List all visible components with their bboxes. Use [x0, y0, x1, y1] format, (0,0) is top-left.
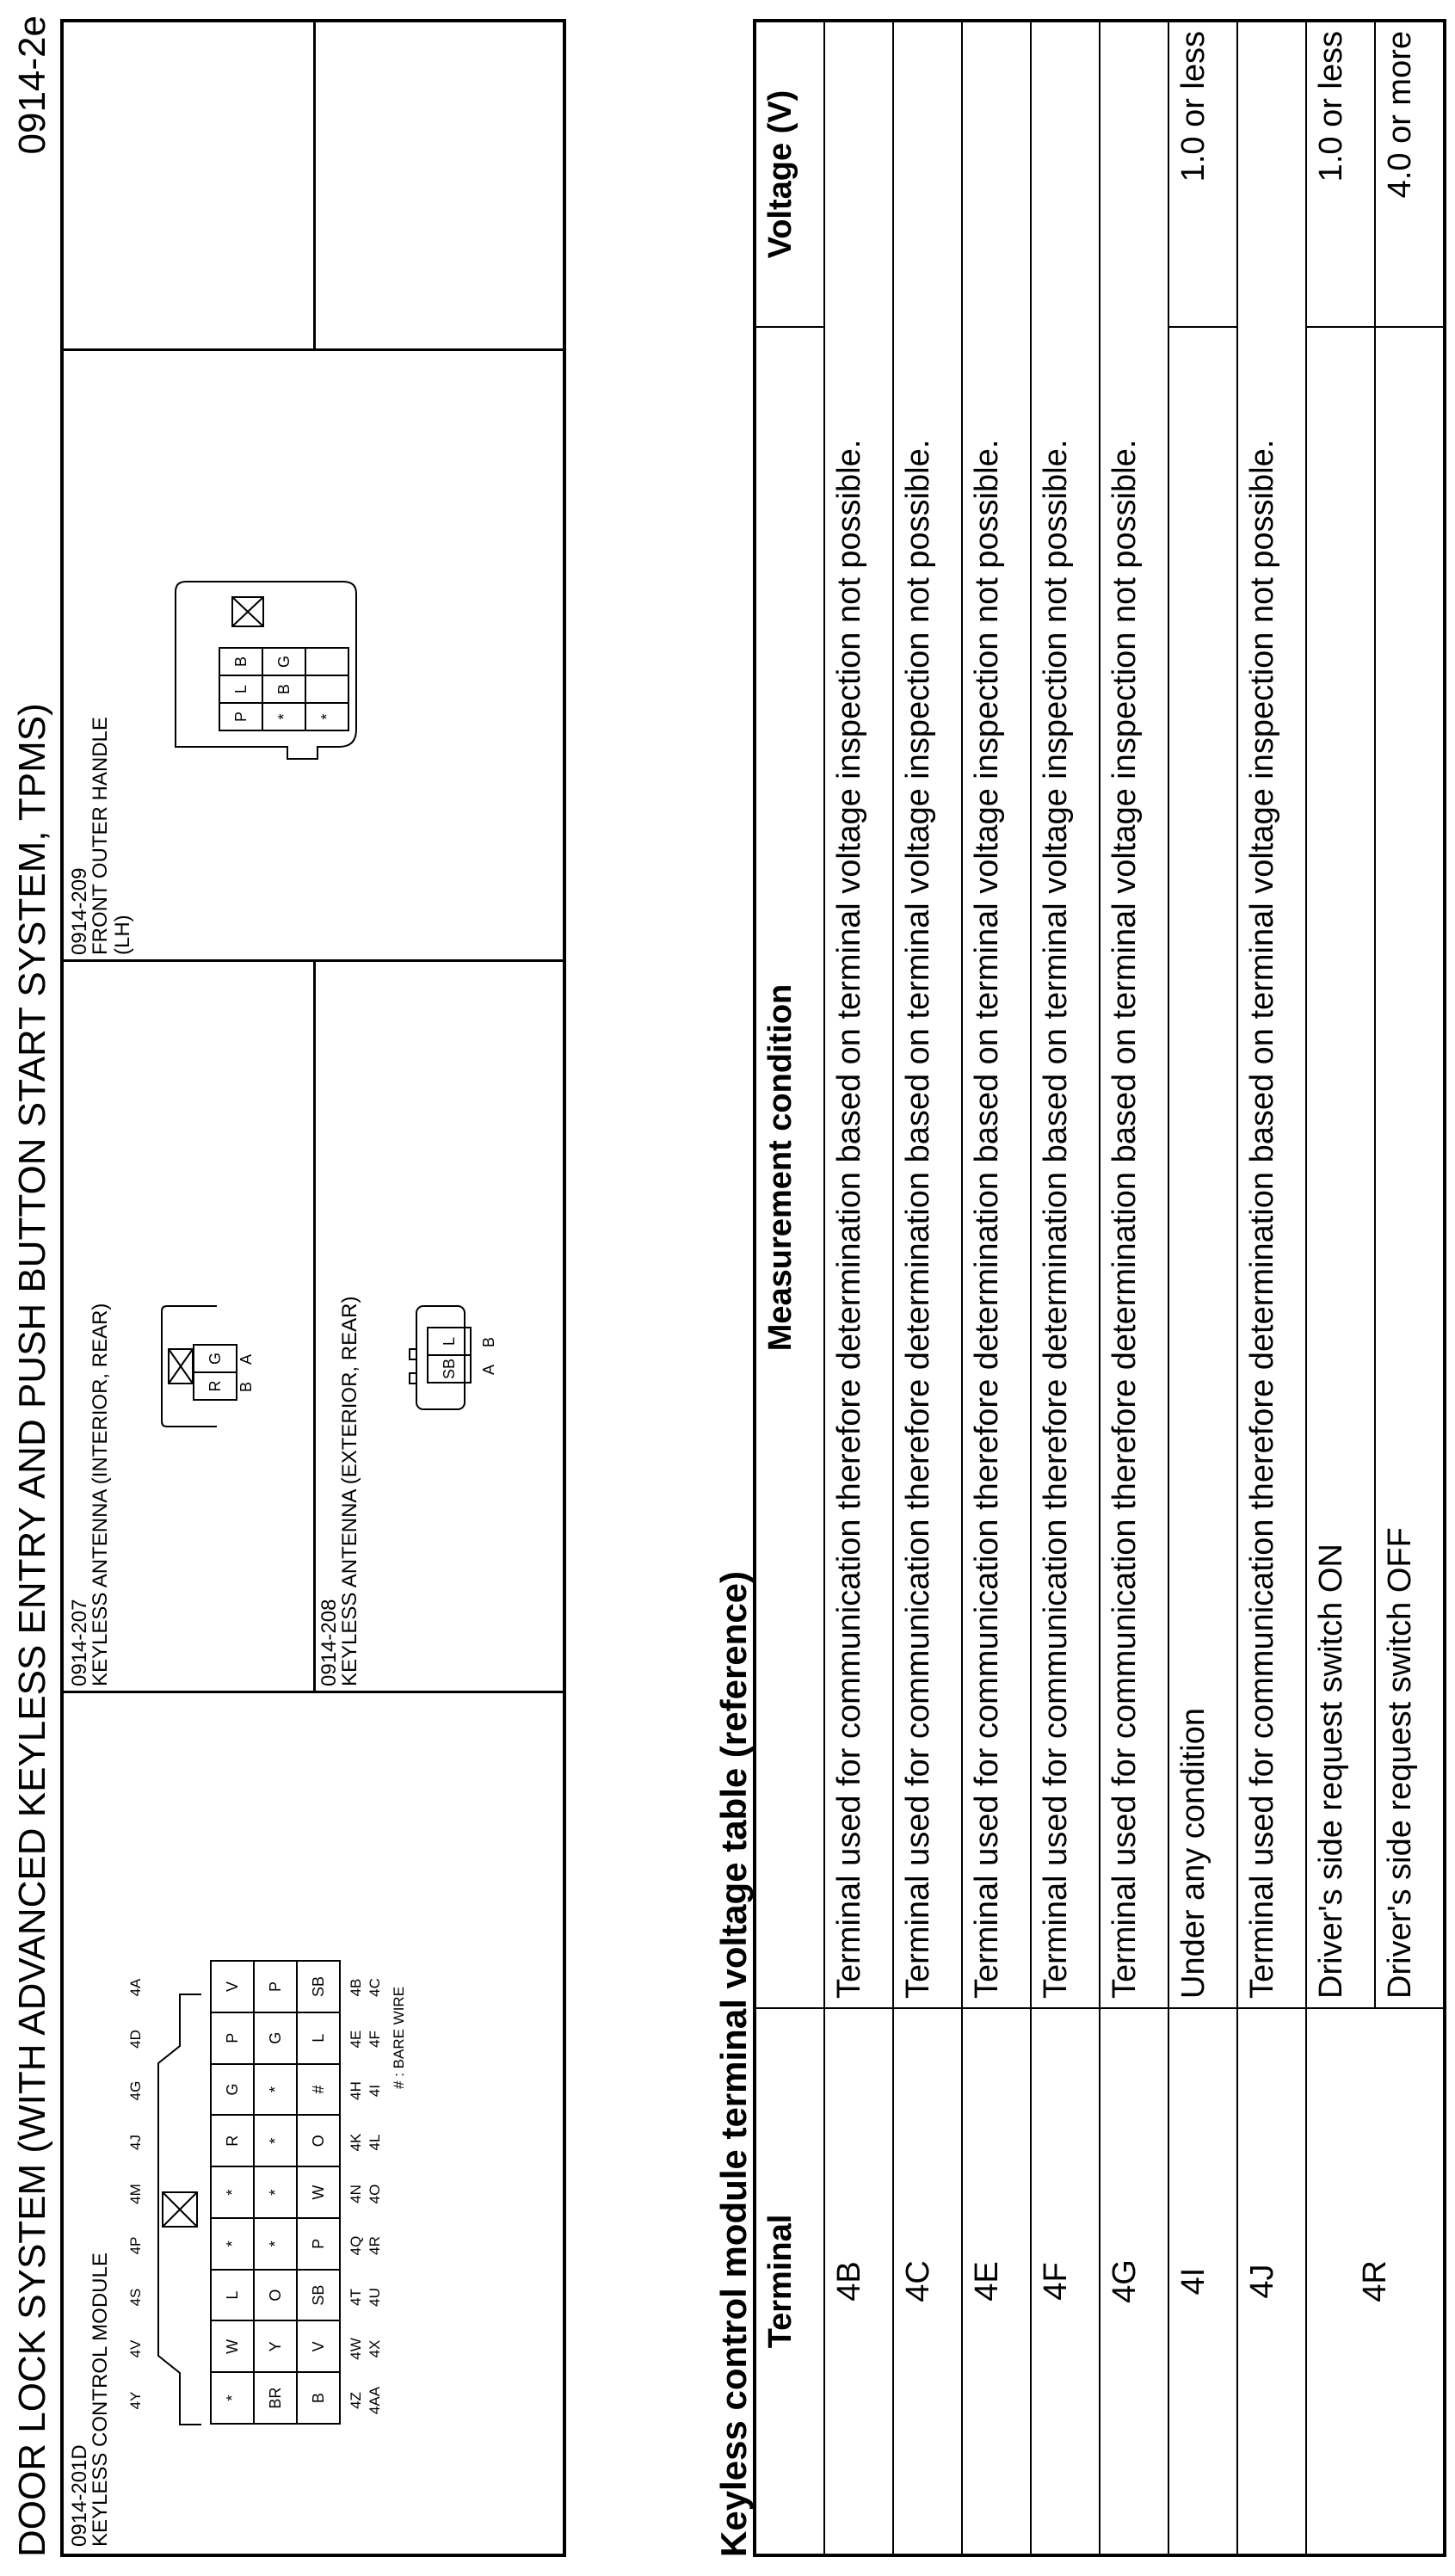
pin-cell: #: [297, 2064, 340, 2116]
voltage-cell: 1.0 or less: [1168, 21, 1237, 327]
pin-cell: P: [219, 703, 262, 730]
keyless-control-module-connector: [124, 1969, 416, 2450]
pin-grid: [210, 1960, 341, 2425]
pin-row: [254, 1961, 297, 2424]
pin-label: 4Y: [127, 2391, 144, 2410]
connector-code: 0914-208: [318, 1599, 341, 1686]
pin-cell: *: [211, 2166, 254, 2218]
pin-cell: O: [297, 2115, 340, 2166]
pin-cell: *: [254, 2064, 297, 2116]
condition-cell: Driver's side request switch ON: [1306, 327, 1375, 2008]
pin-cell: BR: [254, 2372, 297, 2424]
pin-label: B: [480, 1336, 497, 1347]
pin-label: 4AA: [367, 2386, 383, 2415]
page-number: 0914-2e: [11, 15, 53, 155]
pin-cell: V: [297, 2320, 340, 2372]
pin-label: 4F: [367, 2031, 383, 2048]
table-row: [1237, 21, 1306, 2555]
pin-grid: [427, 1327, 472, 1384]
pin-cell: SB: [428, 1355, 471, 1383]
voltage-table: [753, 19, 1446, 2557]
pin-cell: L: [297, 2012, 340, 2064]
pin-cell: *: [254, 2218, 297, 2270]
condition-cell: Terminal used for communication therefore determination based on terminal voltage inspection not possible.: [1237, 21, 1306, 2008]
pin-label: 4G: [127, 2080, 144, 2101]
bare-wire-symbol: #: [391, 2080, 407, 2089]
connector-code: 0914-201D: [68, 2444, 91, 2547]
pin-cell: W: [297, 2166, 340, 2218]
connector-name: KEYLESS CONTROL MODULE: [89, 2252, 112, 2547]
pin-cell: *: [305, 703, 348, 730]
pin-label: 4J: [127, 2135, 144, 2150]
pin-label: 4Q: [348, 2235, 364, 2256]
pin-label: 4B: [348, 1978, 364, 1997]
pin-cell-empty: [305, 648, 348, 675]
connector-name: KEYLESS ANTENNA (EXTERIOR, REAR): [338, 1296, 361, 1686]
table-header-row: [755, 21, 824, 2555]
header-measurement-condition: Measurement condition: [755, 327, 824, 2008]
pin-label: 4D: [127, 2030, 144, 2049]
pin-cell: B: [297, 2372, 340, 2424]
pin-row: [297, 1961, 340, 2424]
pin-label: 4A: [127, 1978, 144, 1997]
terminal-cell: 4B: [824, 2008, 893, 2555]
pin-label: 4Z: [348, 2392, 364, 2409]
pin-grid: [193, 1344, 237, 1401]
pin-label: 4M: [127, 2184, 144, 2204]
pin-cell: O: [254, 2270, 297, 2321]
pin-label: 4K: [348, 2133, 364, 2152]
table-row: [1168, 21, 1237, 2555]
header-terminal: Terminal: [755, 2008, 824, 2555]
terminal-cell: 4J: [1237, 2008, 1306, 2555]
pin-cell: G: [254, 2012, 297, 2064]
page-title: DOOR LOCK SYSTEM (WITH ADVANCED KEYLESS ENTRY AND PUSH BUTTON START SYSTEM, TPMS): [11, 703, 53, 2557]
table-row: [893, 21, 962, 2555]
connector-frame: [60, 19, 566, 2557]
pin-cell: *: [254, 2166, 297, 2218]
pin-cell: L: [219, 675, 262, 703]
pin-label: 4U: [367, 2288, 383, 2307]
condition-cell: Terminal used for communication therefore determination based on terminal voltage inspection not possible.: [1031, 21, 1100, 2008]
terminal-cell: 4R: [1306, 2008, 1445, 2555]
connector-name: KEYLESS ANTENNA (INTERIOR, REAR): [89, 1303, 112, 1686]
pin-cell: G: [211, 2064, 254, 2116]
connector-code: 0914-207: [68, 1599, 91, 1686]
terminal-cell: 4E: [962, 2008, 1031, 2555]
pin-label: 4T: [348, 2289, 364, 2306]
terminal-cell: 4F: [1031, 2008, 1100, 2555]
pin-cell-empty: [305, 675, 348, 703]
condition-cell: Terminal used for communication therefore determination based on terminal voltage inspection not possible.: [893, 21, 962, 2008]
voltage-cell: 4.0 or more: [1375, 21, 1445, 327]
pin-label: 4C: [367, 1978, 383, 1997]
pin-label: 4E: [348, 2030, 364, 2049]
terminal-cell: 4C: [893, 2008, 962, 2555]
pin-label: A: [480, 1364, 497, 1375]
pin-label: 4R: [367, 2236, 383, 2255]
pin-cell: Y: [254, 2320, 297, 2372]
bare-wire-legend: [391, 1987, 408, 2089]
pin-label: 4L: [367, 2134, 383, 2151]
condition-cell: Driver's side request switch OFF: [1375, 327, 1445, 2008]
pin-label: 4X: [367, 2339, 383, 2358]
pin-cell: L: [211, 2270, 254, 2321]
pin-label: 4O: [367, 2184, 383, 2204]
pin-grid: [219, 647, 349, 731]
condition-cell: Terminal used for communication therefore determination based on terminal voltage inspection not possible.: [824, 21, 893, 2008]
pin-cell: P: [254, 1961, 297, 2012]
pin-label: 4P: [127, 2236, 144, 2255]
pin-cell: *: [211, 2218, 254, 2270]
voltage-table-title: Keyless control module terminal voltage table (reference): [713, 1570, 754, 2557]
header-voltage: Voltage (V): [755, 21, 824, 327]
pin-cell: G: [194, 1345, 237, 1372]
table-row: [1031, 21, 1100, 2555]
pin-cell: SB: [297, 1961, 340, 2012]
interior-antenna-connector: [158, 1297, 262, 1435]
front-outer-handle-connector: [158, 566, 382, 764]
pin-label: 4W: [348, 2338, 364, 2360]
pin-cell: *: [254, 2115, 297, 2166]
pin-label: 4H: [348, 2081, 364, 2100]
pin-label: A: [237, 1353, 255, 1365]
pin-cell: B: [262, 675, 305, 703]
condition-cell: Under any condition: [1168, 327, 1237, 2008]
table-row: [1100, 21, 1168, 2555]
pin-cell: P: [297, 2218, 340, 2270]
table-row: [824, 21, 893, 2555]
pin-label: 4V: [127, 2339, 144, 2358]
table-row: [1306, 21, 1375, 2555]
pin-cell: L: [428, 1328, 471, 1355]
pin-cell: P: [211, 2012, 254, 2064]
exterior-antenna-connector: [408, 1297, 511, 1418]
voltage-cell: 1.0 or less: [1306, 21, 1375, 327]
connector-code: 0914-209: [68, 867, 91, 955]
pin-cell: R: [211, 2115, 254, 2166]
pin-cell: SB: [297, 2270, 340, 2321]
pin-cell: V: [211, 1961, 254, 2012]
pin-cell: R: [194, 1372, 237, 1400]
pin-label: B: [237, 1381, 255, 1392]
table-row: [962, 21, 1031, 2555]
pin-cell: *: [211, 2372, 254, 2424]
terminal-cell: 4I: [1168, 2008, 1237, 2555]
pin-row: [211, 1961, 254, 2424]
bare-wire-legend-text: : BARE WIRE: [391, 1986, 407, 2077]
condition-cell: Terminal used for communication therefore determination based on terminal voltage inspection not possible.: [962, 21, 1031, 2008]
pin-cell: B: [219, 648, 262, 675]
pin-label: 4N: [348, 2185, 364, 2203]
pin-cell: *: [262, 703, 305, 730]
pin-cell: W: [211, 2320, 254, 2372]
connector-name: FRONT OUTER HANDLE (LH): [89, 717, 134, 955]
connector-latch-outline: [150, 1969, 210, 2450]
condition-cell: Terminal used for communication therefore determination based on terminal voltage inspection not possible.: [1100, 21, 1168, 2008]
pin-cell: G: [262, 648, 305, 675]
pin-label: 4S: [127, 2288, 144, 2307]
terminal-cell: 4G: [1100, 2008, 1168, 2555]
pin-label: 4I: [367, 2084, 383, 2098]
